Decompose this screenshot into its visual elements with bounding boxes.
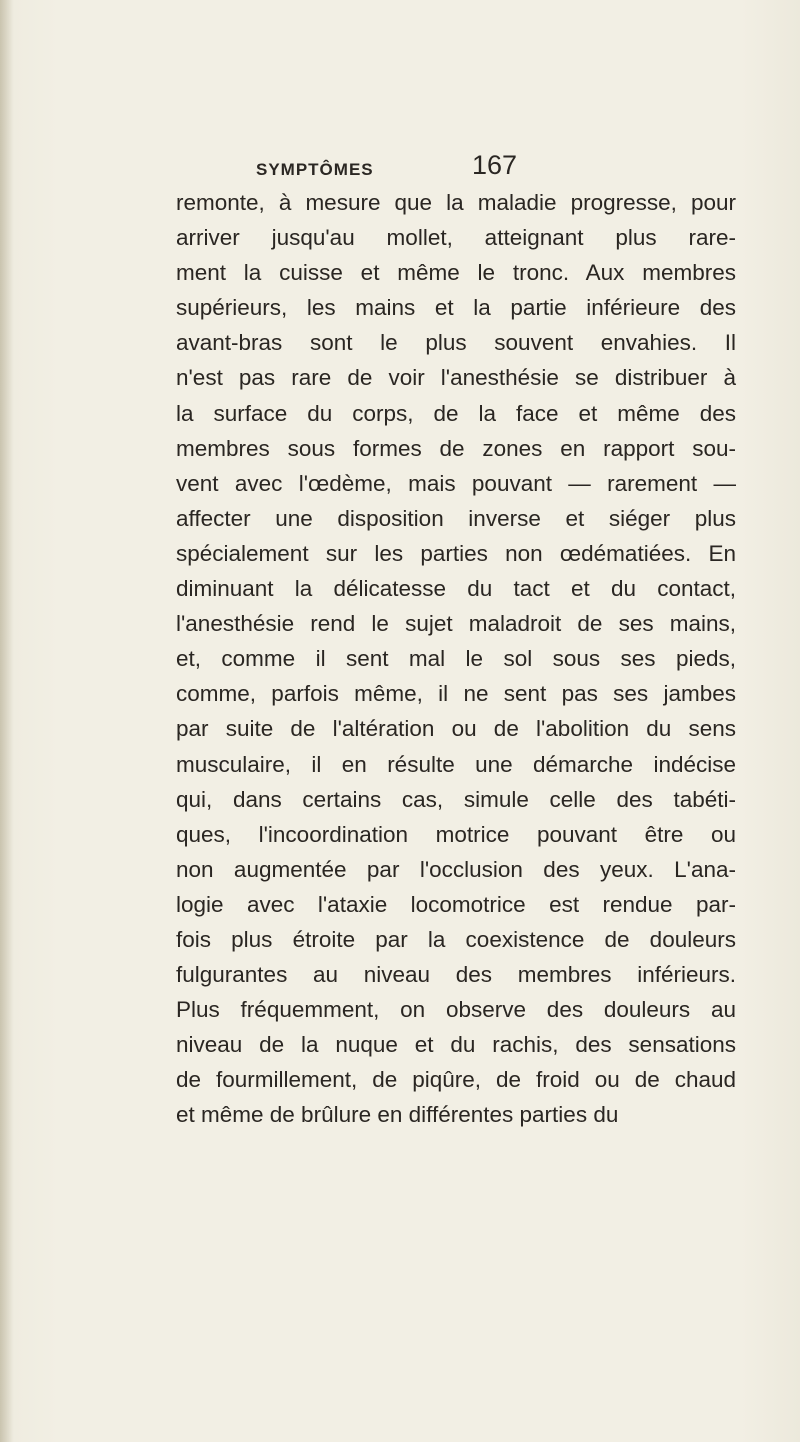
text-line: diminuant la délicatesse du tact et du contact, <box>176 576 736 602</box>
text-line: n'est pas rare de voir l'anesthésie se distribuer à <box>176 365 736 391</box>
text-line: affecter une disposition inverse et siéger plus <box>176 505 736 531</box>
text-line: et, comme il sent mal le sol sous ses pieds, <box>176 646 736 672</box>
text-line: qui, dans certains cas, simule celle des tabéti- <box>176 786 736 812</box>
text-line: Plus fréquemment, on observe des douleurs au <box>176 997 736 1023</box>
text-line: ques, l'incoordination motrice pouvant être ou <box>176 821 736 847</box>
body-text <box>176 185 736 1133</box>
text-line: l'anesthésie rend le sujet maladroit de ses mains, <box>176 611 736 637</box>
text-line: la surface du corps, de la face et même des <box>176 400 736 426</box>
text-line: de fourmillement, de piqûre, de froid ou de chaud <box>176 1067 736 1093</box>
text-line: fois plus étroite par la coexistence de douleurs <box>176 926 736 952</box>
text-line: avant-bras sont le plus souvent envahies. Il <box>176 330 736 356</box>
text-line: vent avec l'œdème, mais pouvant — rarement — <box>176 470 736 496</box>
running-head: SYMPTÔMES <box>256 160 374 179</box>
text-line: non augmentée par l'occlusion des yeux. L'ana- <box>176 856 736 882</box>
text-line: fulgurantes au niveau des membres inférieurs. <box>176 962 736 988</box>
spine-shadow <box>0 0 14 1442</box>
text-line: et même de brûlure en différentes parties du <box>176 1102 619 1128</box>
text-line: comme, parfois même, il ne sent pas ses jambes <box>176 681 736 707</box>
text-line: supérieurs, les mains et la partie inférieure des <box>176 295 736 321</box>
text-line: musculaire, il en résulte une démarche indécise <box>176 751 736 777</box>
text-line: ment la cuisse et même le tronc. Aux membres <box>176 260 736 286</box>
text-line: remonte, à mesure que la maladie progresse, pour <box>176 190 736 215</box>
text-line: arriver jusqu'au mollet, atteignant plus rare- <box>176 225 736 251</box>
page-number: 167 <box>472 150 518 180</box>
text-line: logie avec l'ataxie locomotrice est rendue par- <box>176 891 736 917</box>
text-line: spécialement sur les parties non œdématiées. En <box>176 540 736 566</box>
text-line: niveau de la nuque et du rachis, des sensations <box>176 1032 736 1058</box>
text-line: membres sous formes de zones en rapport sou- <box>176 435 736 461</box>
text-line: par suite de l'altération ou de l'abolition du sens <box>176 716 736 742</box>
